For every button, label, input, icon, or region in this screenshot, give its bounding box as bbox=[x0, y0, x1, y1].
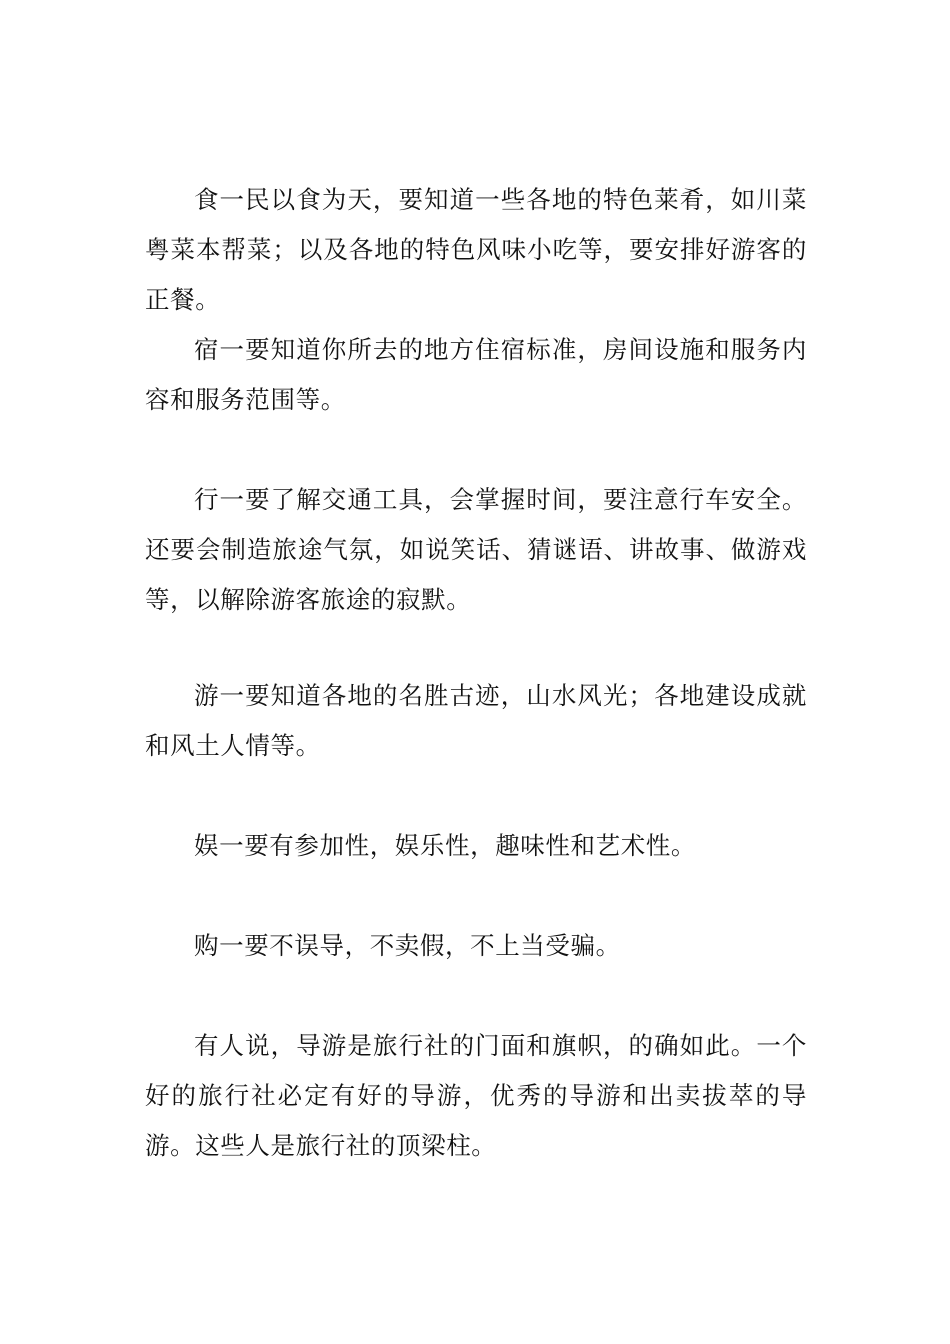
paragraph-shopping: 购一要不误导，不卖假，不上当受骗。 bbox=[194, 931, 621, 960]
paragraph-lodging: 宿一要知道你所去的地方住宿标准，房间设施和服务内容和服务范围等。 bbox=[145, 335, 807, 414]
paragraph-tour-guide: 有人说，导游是旅行社的门面和旗帜，的确如此。一个好的旅行社必定有好的导游，优秀的导游和出卖拔萃的导游。这些人是旅行社的顶梁柱。 bbox=[145, 1031, 807, 1160]
paragraph-food: 食一民以食为天，要知道一些各地的特色莱肴，如川菜粤菜本帮菜；以及各地的特色风味小吃等，要安排好游客的正餐。 bbox=[145, 185, 807, 314]
paragraph-travel: 行一要了解交通工具，会掌握时间，要注意行车安全。还要会制造旅途气氛，如说笑话、猜谜语、讲故事、做游戏等，以解除游客旅途的寂默。 bbox=[145, 485, 807, 614]
paragraph-entertainment: 娱一要有参加性，娱乐性，趣味性和艺术性。 bbox=[194, 831, 696, 860]
paragraph-sightseeing: 游一要知道各地的名胜古迹，山水风光；各地建设成就和风土人情等。 bbox=[145, 681, 807, 760]
